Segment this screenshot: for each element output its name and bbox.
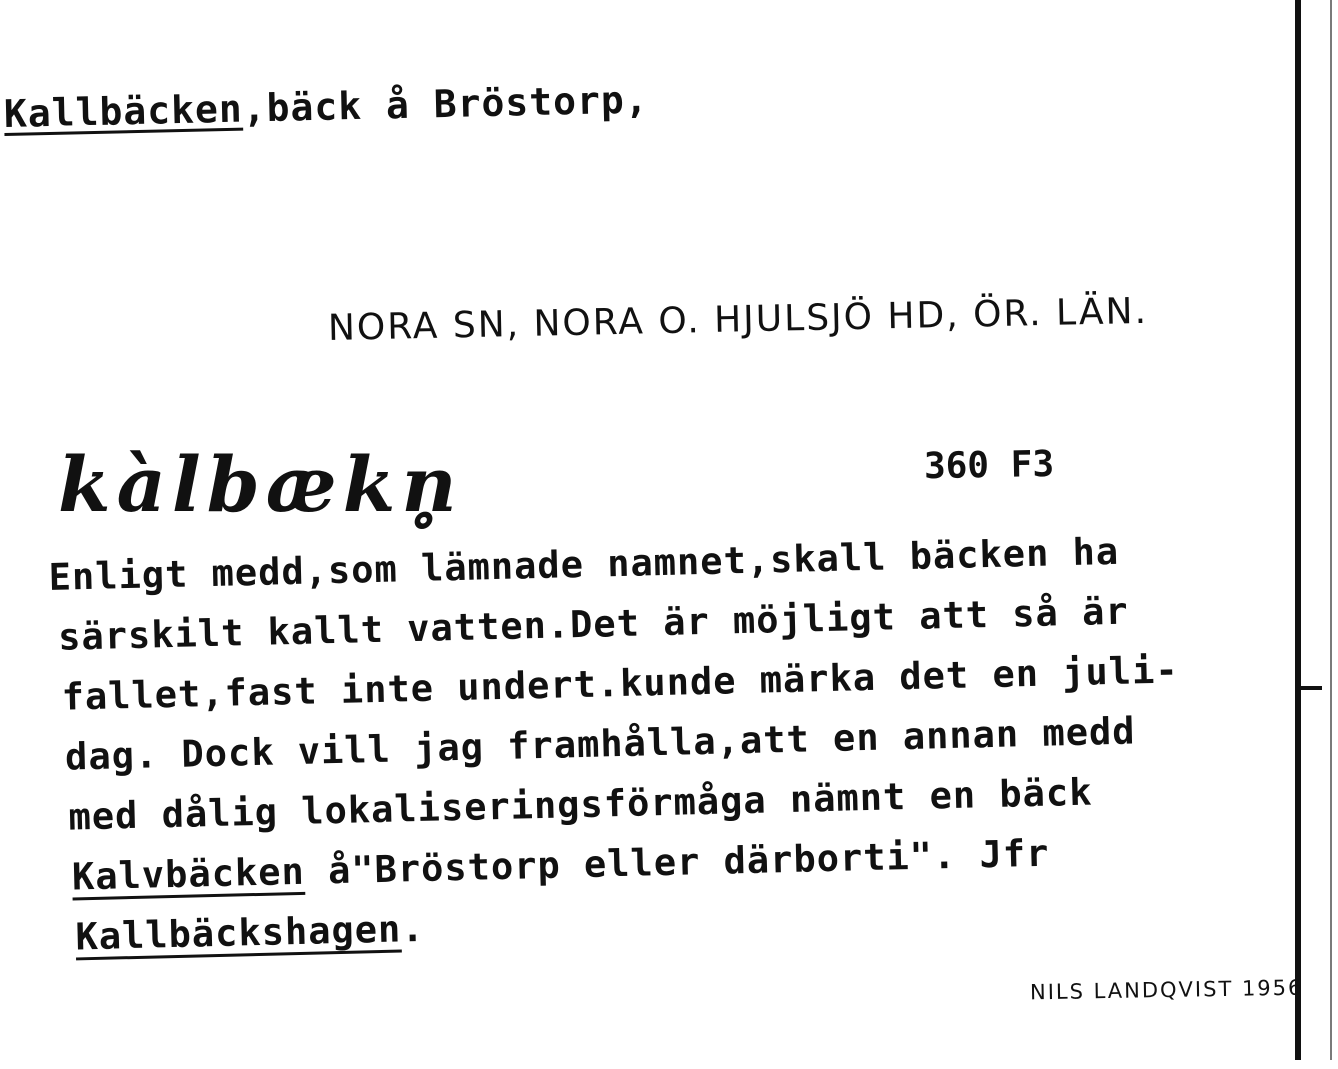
headword-name: Kallbäcken (3, 86, 244, 136)
body-line: särskilt kallt vatten.Det är möjligt att så är (57, 589, 1130, 659)
card-edge-line-outer (1330, 0, 1332, 1060)
headword-line (4, 77, 650, 136)
reference-line-rest: å"Bröstorp eller därborti". Jfr (304, 831, 1050, 893)
body-line: med dålig lokaliseringsförmåga nämnt en bäck (68, 770, 1093, 839)
phonetic-transcription: kàlbækn̥ (58, 440, 463, 529)
map-code: 360 F3 (923, 443, 1055, 488)
card-body-text (48, 517, 1318, 968)
headword-description: ,bäck å Bröstorp, (242, 77, 650, 131)
reference-kalvbacken: Kalvbäcken (71, 849, 306, 899)
body-line: fallet,fast inte undert.kunde märka det en juli- (61, 648, 1180, 719)
reference-kallbackshagen: Kallbäckshagen (74, 907, 402, 959)
body-line: Enligt medd,som lämnade namnet,skall bäcken ha (48, 529, 1120, 599)
parish-district-line: NORA SN, NORA O. HJULSJÖ HD, ÖR. LÄN. (327, 290, 1149, 349)
body-line: dag. Dock vill jag framhålla,att en annan medd (64, 709, 1137, 779)
see-also-period: . (400, 906, 426, 951)
author-signature: NILS LANDQVIST 1956 (1029, 975, 1304, 1005)
